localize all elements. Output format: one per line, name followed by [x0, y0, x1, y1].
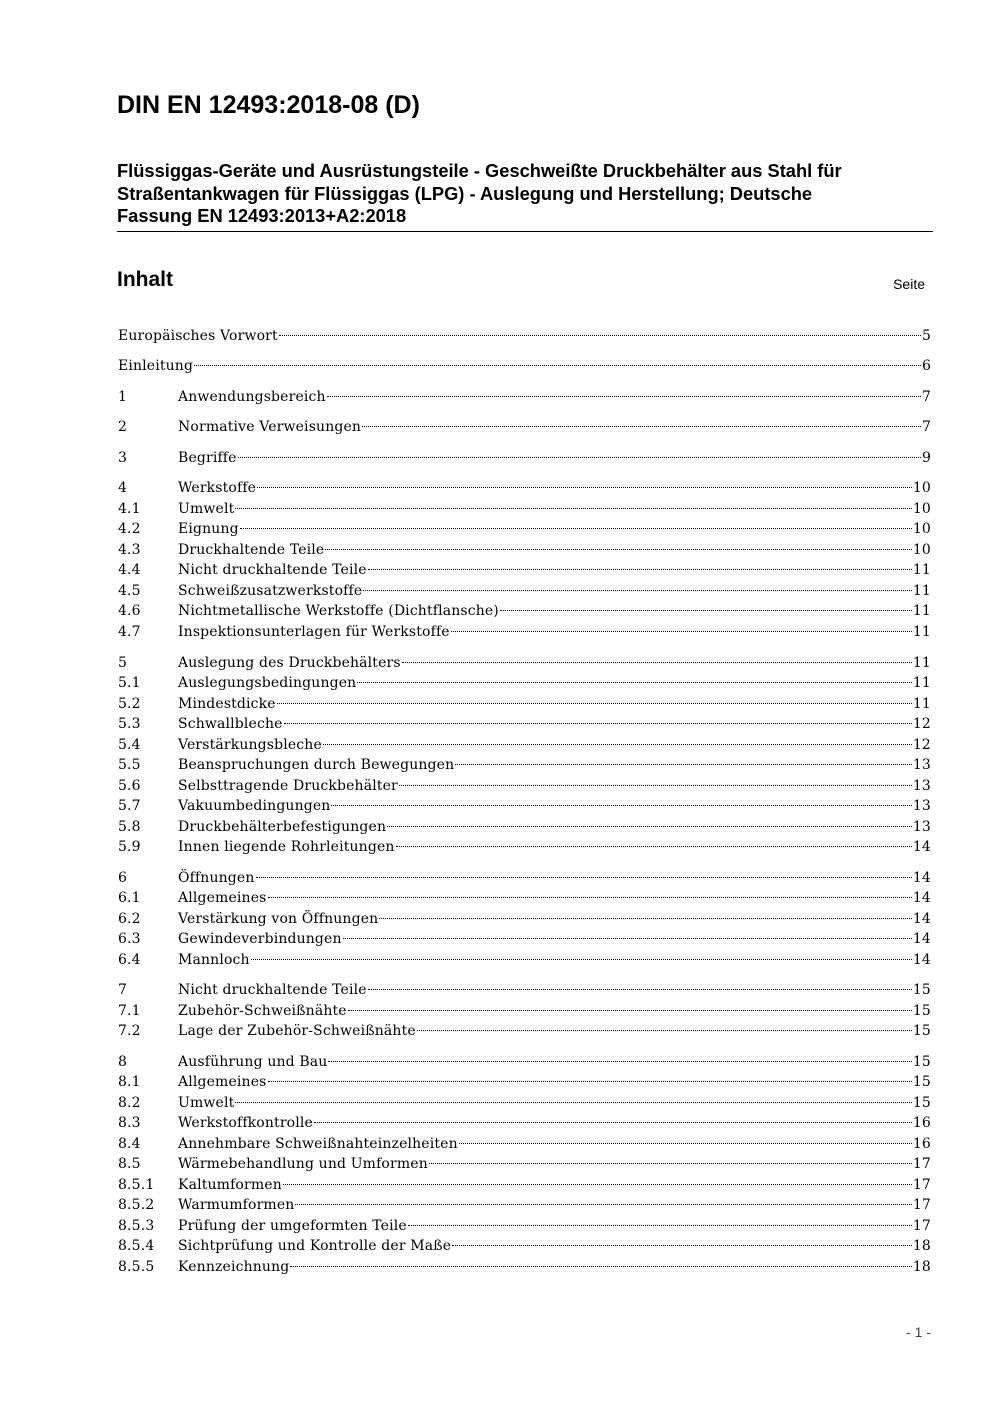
toc-entry[interactable] [118, 1052, 931, 1072]
toc-entry-page: 5 [921, 328, 931, 344]
toc-entry-title: Allgemeines [178, 1074, 267, 1090]
toc-entry-title: Warmumformen [178, 1197, 295, 1213]
toc-entry-title: Umwelt [178, 501, 235, 517]
toc-entry-number: 5.7 [118, 798, 141, 814]
toc-entry-number: 8.5.3 [118, 1218, 155, 1234]
toc-entry-page: 10 [912, 480, 931, 496]
toc-entry[interactable] [118, 980, 931, 1000]
toc-entry[interactable] [118, 1236, 931, 1256]
toc-entry-title: Nicht druckhaltende Teile [178, 562, 367, 578]
toc-entry-number: 6.3 [118, 931, 141, 947]
toc-dot-leader [396, 846, 912, 847]
toc-entry-title: Öffnungen [178, 870, 255, 886]
toc-entry[interactable] [118, 888, 931, 908]
toc-entry-title: Begriffe [178, 450, 237, 466]
toc-dot-leader [268, 1081, 912, 1082]
toc-dot-leader [251, 959, 912, 960]
toc-entry-title: Schweißzusatzwerkstoffe [178, 583, 363, 599]
toc-entry[interactable] [118, 694, 931, 714]
toc-entry-page: 16 [912, 1115, 931, 1131]
toc-entry-number: 4.7 [118, 624, 141, 640]
toc-entry-title: Zubehör-Schweißnähte [178, 1003, 347, 1019]
toc-dot-leader [268, 897, 912, 898]
toc-entry-title: Innen liegende Rohrleitungen [178, 839, 395, 855]
toc-entry[interactable] [118, 356, 931, 376]
toc-entry[interactable] [118, 1216, 931, 1236]
toc-dot-leader [362, 426, 921, 427]
toc-entry-page: 13 [912, 819, 931, 835]
toc-entry-page: 18 [912, 1259, 931, 1275]
toc-dot-leader [500, 610, 912, 611]
toc-entry-number: 5.8 [118, 819, 141, 835]
toc-entry-title: Kennzeichnung [178, 1259, 290, 1275]
toc-entry-page: 15 [912, 1095, 931, 1111]
toc-entry-page: 14 [912, 911, 931, 927]
toc-entry-number: 8.5.5 [118, 1259, 155, 1275]
toc-entry-page: 10 [912, 542, 931, 558]
toc-entry-page: 6 [921, 358, 931, 374]
toc-entry-title: Ausführung und Bau [178, 1054, 328, 1070]
toc-entry-page: 11 [912, 562, 931, 578]
toc-entry-number: 7.1 [118, 1003, 141, 1019]
toc-entry-page: 11 [912, 603, 931, 619]
toc-dot-leader [429, 1163, 912, 1164]
toc-entry-page: 11 [912, 583, 931, 599]
toc-entry-title: Nicht druckhaltende Teile [178, 982, 367, 998]
toc-entry-title: Europäisches Vorwort [118, 328, 278, 344]
toc-entry-title: Verstärkungsbleche [178, 737, 322, 753]
toc-entry[interactable] [118, 326, 931, 346]
toc-heading: Inhalt [117, 268, 173, 291]
toc-entry-page: 15 [912, 1003, 931, 1019]
toc-entry-title: Sichtprüfung und Kontrolle der Maße [178, 1238, 452, 1254]
toc-entry-number: 6.4 [118, 952, 141, 968]
toc-dot-leader [331, 805, 911, 806]
document-title-line: Fassung EN 12493:2013+A2:2018 [117, 205, 407, 226]
toc-entry-number: 5.2 [118, 696, 141, 712]
toc-dot-leader [328, 1061, 911, 1062]
toc-entry-title: Wärmebehandlung und Umformen [178, 1156, 428, 1172]
toc-entry[interactable] [118, 653, 931, 673]
toc-entry-page: 15 [912, 1023, 931, 1039]
toc-dot-leader [257, 487, 912, 488]
toc-entry-number: 3 [118, 450, 128, 466]
toc-entry-number: 7.2 [118, 1023, 141, 1039]
toc-entry[interactable] [118, 817, 931, 837]
toc-entry[interactable] [118, 868, 931, 888]
toc-dot-leader [325, 549, 912, 550]
toc-entry-page: 13 [912, 778, 931, 794]
toc-page-column-label: Seite [893, 276, 925, 292]
toc-entry-title: Umwelt [178, 1095, 235, 1111]
toc-entry[interactable] [118, 776, 931, 796]
toc-entry-title: Prüfung der umgeformten Teile [178, 1218, 407, 1234]
toc-dot-leader [348, 1010, 912, 1011]
toc-entry-title: Nichtmetallische Werkstoffe (Dichtflansche) [178, 603, 499, 619]
document-title-line: Straßentankwagen für Flüssiggas (LPG) - Auslegung und Herstellung; Deutsche [117, 182, 813, 204]
toc-entry[interactable] [118, 796, 931, 816]
toc-entry-page: 12 [912, 716, 931, 732]
toc-entry-title: Normative Verweisungen [178, 419, 362, 435]
toc-entry-number: 4.4 [118, 562, 141, 578]
toc-entry-number: 4.2 [118, 521, 141, 537]
toc-entry[interactable] [118, 1093, 931, 1113]
toc-entry-number: 8.1 [118, 1074, 141, 1090]
toc-entry-page: 11 [912, 696, 931, 712]
toc-dot-leader [279, 335, 921, 336]
toc-entry-title: Einleitung [118, 358, 194, 374]
toc-entry-page: 15 [912, 1074, 931, 1090]
toc-entry[interactable] [118, 622, 931, 642]
toc-entry-title: Annehmbare Schweißnahteinzelheiten [178, 1136, 458, 1152]
toc-entry[interactable] [118, 387, 931, 407]
toc-dot-leader [417, 1030, 912, 1031]
toc-entry-number: 5.5 [118, 757, 141, 773]
toc-entry-number: 4.6 [118, 603, 141, 619]
toc-entry-number: 8.4 [118, 1136, 141, 1152]
toc-entry-page: 13 [912, 757, 931, 773]
toc-entry-number: 8.5.2 [118, 1197, 155, 1213]
toc-dot-leader [256, 877, 912, 878]
toc-entry-page: 11 [912, 624, 931, 640]
toc-dot-leader [379, 918, 912, 919]
toc-entry-page: 7 [921, 389, 931, 405]
toc-dot-leader [314, 1122, 912, 1123]
document-id: DIN EN 12493:2018-08 (D) [117, 91, 420, 119]
toc-entry-number: 4.1 [118, 501, 141, 517]
toc-dot-leader [451, 631, 912, 632]
toc-entry-number: 1 [118, 389, 128, 405]
toc-entry[interactable] [118, 1195, 931, 1215]
toc-entry-page: 17 [912, 1197, 931, 1213]
toc-entry[interactable] [118, 499, 931, 519]
toc-entry-page: 11 [912, 675, 931, 691]
toc-entry-page: 17 [912, 1156, 931, 1172]
toc-entry-number: 5.1 [118, 675, 141, 691]
toc-entry-number: 6 [118, 870, 128, 886]
toc-entry[interactable] [118, 601, 931, 621]
toc-dot-leader [368, 989, 912, 990]
toc-entry-number: 8.5.4 [118, 1238, 155, 1254]
toc-entry-number: 4 [118, 480, 128, 496]
toc-dot-leader [327, 396, 921, 397]
toc-entry[interactable] [118, 581, 931, 601]
toc-entry[interactable] [118, 1113, 931, 1133]
toc-entry-page: 7 [921, 419, 931, 435]
toc-entry-title: Schwallbleche [178, 716, 283, 732]
toc-entry[interactable] [118, 1175, 931, 1195]
toc-dot-leader [452, 1245, 912, 1246]
toc-entry-page: 14 [912, 870, 931, 886]
toc-entry-number: 8.3 [118, 1115, 141, 1131]
toc-entry-title: Werkstoffkontrolle [178, 1115, 313, 1131]
toc-entry-title: Druckhaltende Teile [178, 542, 325, 558]
toc-entry-page: 10 [912, 521, 931, 537]
toc-entry-title: Anwendungsbereich [178, 389, 326, 405]
toc-entry-number: 8.5.1 [118, 1177, 155, 1193]
toc-dot-leader [235, 1102, 912, 1103]
toc-entry-page: 10 [912, 501, 931, 517]
toc-dot-leader [295, 1204, 911, 1205]
document-title-line: Flüssiggas-Geräte und Ausrüstungsteile - Geschweißte Druckbehälter aus Stahl für [117, 160, 842, 181]
toc-entry-page: 15 [912, 1054, 931, 1070]
toc-entry[interactable] [118, 929, 931, 949]
toc-dot-leader [408, 1225, 912, 1226]
toc-entry[interactable] [118, 837, 931, 857]
toc-entry[interactable] [118, 1257, 931, 1277]
toc-entry[interactable] [118, 1072, 931, 1092]
toc-entry-page: 14 [912, 839, 931, 855]
toc-entry-number: 7 [118, 982, 128, 998]
toc-dot-leader [368, 569, 912, 570]
toc-dot-leader [455, 764, 912, 765]
toc-entry[interactable] [118, 478, 931, 498]
page-number: - 1 - [906, 1324, 931, 1340]
toc-entry-page: 12 [912, 737, 931, 753]
toc-dot-leader [290, 1266, 912, 1267]
toc-dot-leader [194, 365, 921, 366]
toc-entry[interactable] [118, 673, 931, 693]
toc-entry[interactable] [118, 950, 931, 970]
toc-entry-page: 14 [912, 890, 931, 906]
toc-dot-leader [343, 938, 912, 939]
toc-entry[interactable] [118, 1134, 931, 1154]
toc-entry[interactable] [118, 1001, 931, 1021]
toc-entry-number: 8.5 [118, 1156, 141, 1172]
toc-entry[interactable] [118, 1154, 931, 1174]
toc-entry-page: 9 [921, 450, 931, 466]
toc-entry-title: Druckbehälterbefestigungen [178, 819, 387, 835]
toc-entry[interactable] [118, 755, 931, 775]
toc-dot-leader [277, 703, 912, 704]
toc-entry[interactable] [118, 1021, 931, 1041]
toc-entry-number: 5.9 [118, 839, 141, 855]
toc-entry-title: Auslegung des Druckbehälters [178, 655, 401, 671]
toc-entry-title: Vakuumbedingungen [178, 798, 331, 814]
toc-entry-page: 18 [912, 1238, 931, 1254]
toc-dot-leader [238, 457, 921, 458]
toc-entry-title: Werkstoffe [178, 480, 257, 496]
toc-entry[interactable] [118, 417, 931, 437]
toc-dot-leader [235, 508, 912, 509]
toc-entry-page: 15 [912, 982, 931, 998]
document-title [117, 160, 933, 232]
toc-entry-page: 14 [912, 931, 931, 947]
toc-entry-number: 4.5 [118, 583, 141, 599]
toc-entry[interactable] [118, 560, 931, 580]
toc-entry-title: Inspektionsunterlagen für Werkstoffe [178, 624, 450, 640]
toc-dot-leader [284, 723, 912, 724]
toc-dot-leader [240, 528, 912, 529]
toc-entry[interactable] [118, 909, 931, 929]
toc-dot-leader [387, 826, 912, 827]
toc-dot-leader [323, 744, 912, 745]
toc-entry-number: 6.1 [118, 890, 141, 906]
toc-dot-leader [357, 682, 912, 683]
toc-entry-title: Selbsttragende Druckbehälter [178, 778, 398, 794]
toc-dot-leader [399, 785, 912, 786]
toc-entry-title: Allgemeines [178, 890, 267, 906]
toc-dot-leader [283, 1184, 912, 1185]
toc-entry[interactable] [118, 519, 931, 539]
toc-entry-title: Beanspruchungen durch Bewegungen [178, 757, 455, 773]
toc-entry-number: 5.6 [118, 778, 141, 794]
toc-entry-title: Mindestdicke [178, 696, 276, 712]
toc-entry-number: 8.2 [118, 1095, 141, 1111]
toc-entry-title: Gewindeverbindungen [178, 931, 342, 947]
toc-entry-page: 17 [912, 1218, 931, 1234]
toc-entry-number: 5.3 [118, 716, 141, 732]
toc-entry-number: 4.3 [118, 542, 141, 558]
toc-entry-number: 5 [118, 655, 128, 671]
toc-entry-page: 13 [912, 798, 931, 814]
toc-entry-page: 14 [912, 952, 931, 968]
toc-entry-number: 5.4 [118, 737, 141, 753]
toc-entry-number: 2 [118, 419, 128, 435]
toc-entry-title: Mannloch [178, 952, 250, 968]
toc-entry-number: 8 [118, 1054, 128, 1070]
toc-entry-page: 17 [912, 1177, 931, 1193]
toc-entry[interactable] [118, 714, 931, 734]
toc-dot-leader [459, 1143, 912, 1144]
toc-entry-page: 16 [912, 1136, 931, 1152]
toc-entry-title: Auslegungsbedingungen [178, 675, 357, 691]
toc-entry-title: Lage der Zubehör-Schweißnähte [178, 1023, 416, 1039]
toc-dot-leader [402, 662, 912, 663]
toc-entry[interactable] [118, 448, 931, 468]
toc-entry-page: 11 [912, 655, 931, 671]
toc-entry-title: Eignung [178, 521, 239, 537]
toc-entry-title: Verstärkung von Öffnungen [178, 911, 379, 927]
toc-entry[interactable] [118, 540, 931, 560]
toc-entry-title: Kaltumformen [178, 1177, 282, 1193]
toc-entry[interactable] [118, 735, 931, 755]
toc-dot-leader [363, 590, 912, 591]
toc-entry-number: 6.2 [118, 911, 141, 927]
